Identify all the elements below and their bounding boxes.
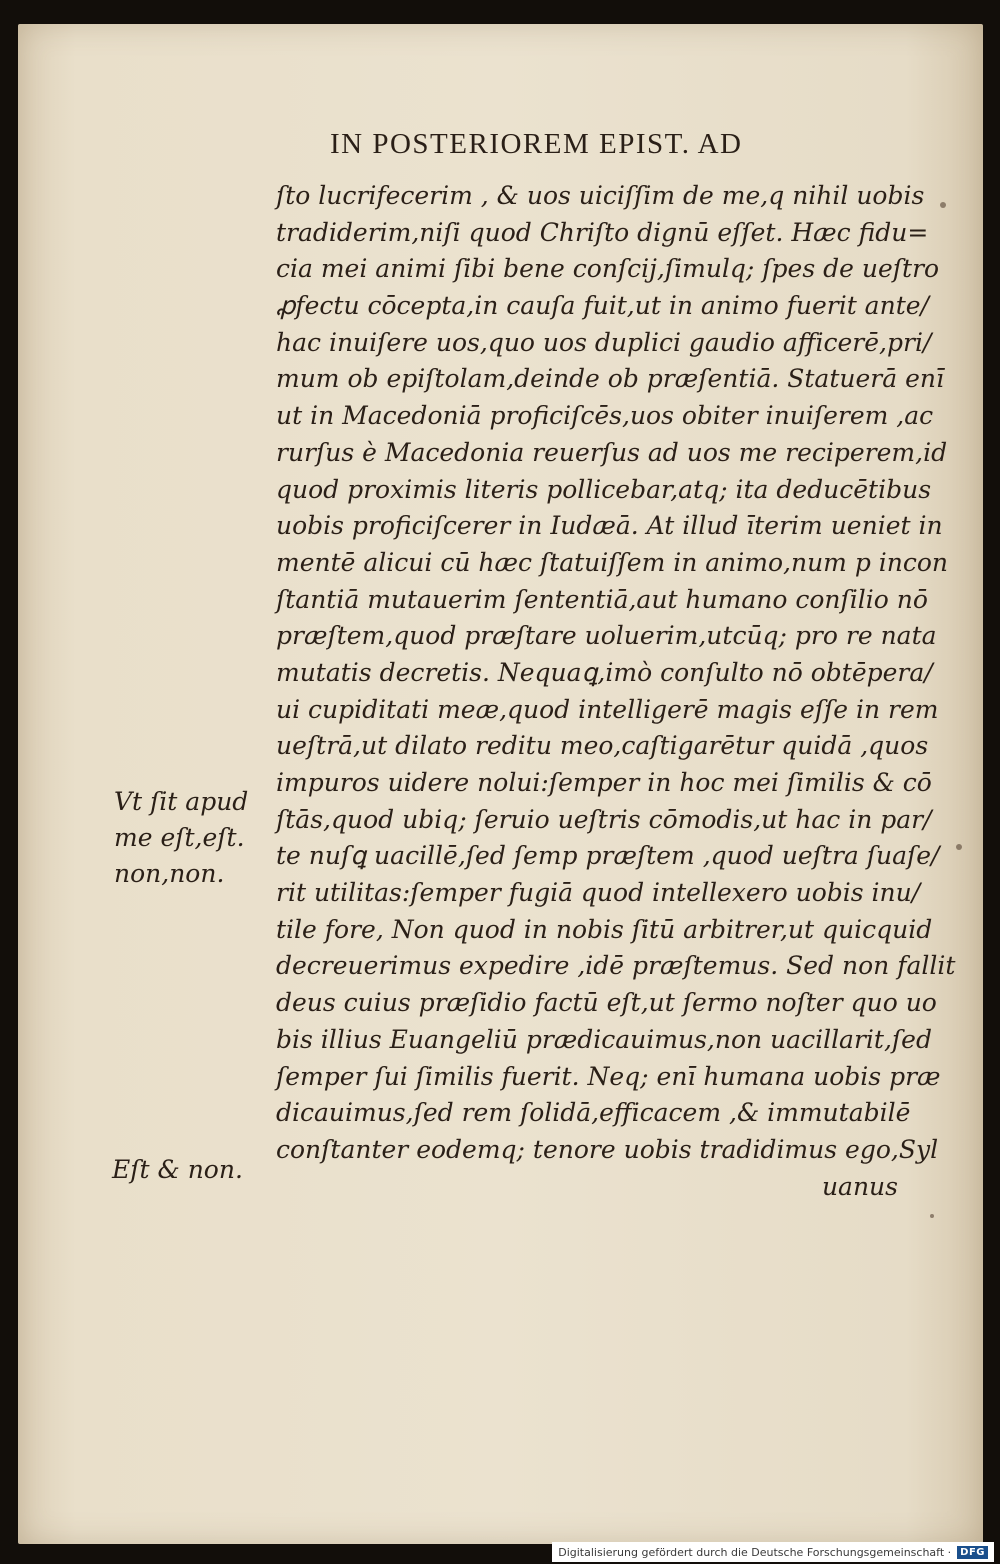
running-head: IN POSTERIOREM EPIST. AD bbox=[330, 128, 743, 160]
paper-speck bbox=[930, 1214, 934, 1218]
text-line: mutatis decretis. Nequaꝗ,imò conſulto nō obtēpera/ bbox=[276, 657, 933, 687]
text-line: quod proximis literis pollicebar,atq; ita deducētibus bbox=[276, 474, 932, 504]
margin-note-2 bbox=[112, 1152, 243, 1188]
text-line: ueſtrā,ut dilato reditu meo,caſtigarētur quidā ,quos bbox=[276, 731, 929, 761]
dfg-logo-icon: DFG bbox=[957, 1546, 988, 1559]
text-line: ꝓfectu cōcepta,in cauſa fuit,ut in animo fuerit ante/ bbox=[276, 291, 929, 321]
text-line: præſtem,quod præſtare uoluerim,utcūq; pro re nata bbox=[276, 621, 937, 651]
text-line: mum ob epiſtolam,deinde ob præſentiā. Statuerā enī bbox=[276, 364, 944, 394]
paper-speck bbox=[956, 844, 962, 850]
digitization-footer bbox=[552, 1542, 994, 1562]
paper-speck bbox=[940, 202, 946, 208]
text-line: impuros uidere nolui:ſemper in hoc mei ſimilis & cō bbox=[276, 768, 932, 797]
text-line: mentē alicui cū hæc ſtatuiſſem in animo,num p incon bbox=[276, 547, 949, 577]
text-line: te nuſꝗ uacillē,ſed ſemp præſtem ,quod ueſtra ſuaſe/ bbox=[276, 841, 940, 871]
text-line: bis illius Euangeliū prædicauimus,non uacillarit,ſed bbox=[276, 1024, 932, 1054]
text-line: dicauimus,ſed rem ſolidā,efficacem ,& immutabilē bbox=[276, 1098, 911, 1128]
margin-note-line: non,non. bbox=[114, 859, 225, 888]
margin-note-1 bbox=[114, 784, 248, 892]
text-line: ui cupiditati meæ,quod intelligerē magis eſſe in rem bbox=[276, 694, 939, 724]
text-line: tile fore, Non quod in nobis ſitū arbitrer,ut quicquid bbox=[276, 914, 933, 944]
text-line: ut in Macedoniā proficiſcēs,uos obiter inuiſerem ,ac bbox=[276, 401, 934, 431]
text-line: uobis proficiſcerer in Iudæā. At illud īterim ueniet in bbox=[276, 511, 943, 541]
main-text-block bbox=[276, 178, 956, 1205]
text-line: hac inuiſere uos,quo uos duplici gaudio afficerē,pri/ bbox=[276, 327, 932, 357]
margin-note-line: Vt ſit apud bbox=[114, 787, 249, 816]
text-line: ſto lucrifecerim , & uos uiciſſim de me,q nihil uobis bbox=[276, 181, 925, 210]
catchword: uanus bbox=[821, 1171, 898, 1201]
text-line: ſemper ſui ſimilis fuerit. Neq; enī humana uobis præ bbox=[276, 1061, 941, 1091]
text-line: conſtanter eodemq; tenore uobis tradidimus ego,Syl bbox=[276, 1134, 939, 1164]
text-line: decreuerimus expedire ,idē præſtemus. Sed non fallit bbox=[276, 951, 956, 981]
text-line: rit utilitas:ſemper fugiā quod intellexero uobis inu/ bbox=[276, 878, 921, 908]
margin-note-line: me eſt,eſt. bbox=[114, 823, 245, 852]
text-line: ſtās,quod ubiq; ſeruio ueſtris cōmodis,ut hac in par/ bbox=[276, 804, 932, 834]
text-line: cia mei animi ſibi bene conſcij,ſimulq; ſpes de ueſtro bbox=[276, 254, 940, 284]
text-line: ſtantiā mutauerim ſententiā,aut humano conſilio nō bbox=[276, 584, 928, 614]
margin-note-line: Eſt & non. bbox=[112, 1155, 243, 1184]
text-line: tradiderim,niſi quod Chriſto dignū eſſet. Hæc fidu= bbox=[276, 217, 929, 247]
text-line: deus cuius præſidio factū eſt,ut ſermo noſter quo uo bbox=[276, 988, 937, 1018]
text-line: rurſus è Macedonia reuerſus ad uos me reciperem,id bbox=[276, 437, 948, 467]
footer-credit-text: Digitalisierung gefördert durch die Deutsche Forschungsgemeinschaft · bbox=[558, 1545, 952, 1559]
